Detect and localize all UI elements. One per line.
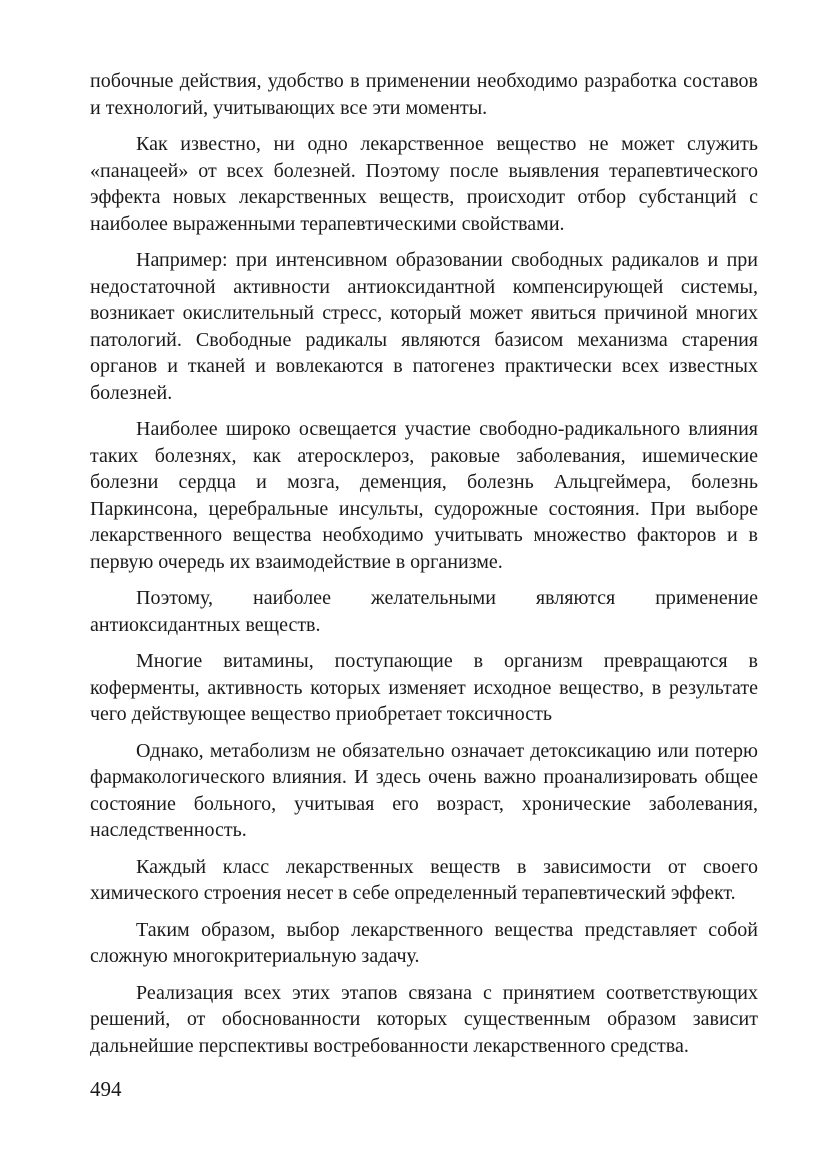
paragraph: Каждый класс лекарственных веществ в зависимости от своего химического строения несет в себе определенный терапевтический эффект. <box>90 855 758 904</box>
paragraph: Однако, метаболизм не обязательно означает детоксикацию или потерю фармакологического влияния. И здесь очень важно проанализировать общее состояние больного, учитывая его возраст, хронические заболевания, наследственность. <box>90 739 758 841</box>
paragraph: Таким образом, выбор лекарственного вещества представляет собой сложную многокритериальную задачу. <box>90 918 758 967</box>
paragraph: Наиболее широко освещается участие свободно-радикального влияния таких болезнях, как атеросклероз, раковые заболевания, ишемические болезни сердца и мозга, деменция, болезнь Альцгеймера, болезнь Паркинсона, церебральные инсульты, судорожные состояния. При выборе лекарственного вещества необходимо учитывать множество факторов и в первую очередь их взаимодействие в организме. <box>90 418 758 573</box>
document-body <box>90 68 758 1069</box>
paragraph: Например: при интенсивном образовании свободных радикалов и при недостаточной активности антиоксидантной компенсирующей системы, возникает окислительный стресс, который может явиться причиной многих патологий. Свободные радикалы являются базисом механизма старения органов и тканей и вовлекаются в патогенез практически всех известных болезней. <box>90 249 758 404</box>
paragraph: Многие витамины, поступающие в организм превращаются в коферменты, активность которых изменяет исходное вещество, в результате чего действующее вещество приобретает токсичность <box>90 650 758 725</box>
paragraph-continuation: побочные действия, удобство в применении необходимо разработка составов и технологий, учитывающих все эти моменты. <box>90 70 758 119</box>
page-number: 494 <box>90 1077 122 1101</box>
paragraph: Реализация всех этих этапов связана с принятием соответствующих решений, от обоснованности которых существенным образом зависит дальнейшие перспективы востребованности лекарственного средства. <box>90 981 758 1057</box>
paragraph: Поэтому, наиболее желательными являются применение антиоксидантных веществ. <box>90 587 758 636</box>
paragraph: Как известно, ни одно лекарственное вещество не может служить «панацеей» от всех болезней. Поэтому после выявления терапевтического эффекта новых лекарственных веществ, происходит отбор субстанций с наиболее выраженными терапевтическими свойствами. <box>90 133 758 235</box>
